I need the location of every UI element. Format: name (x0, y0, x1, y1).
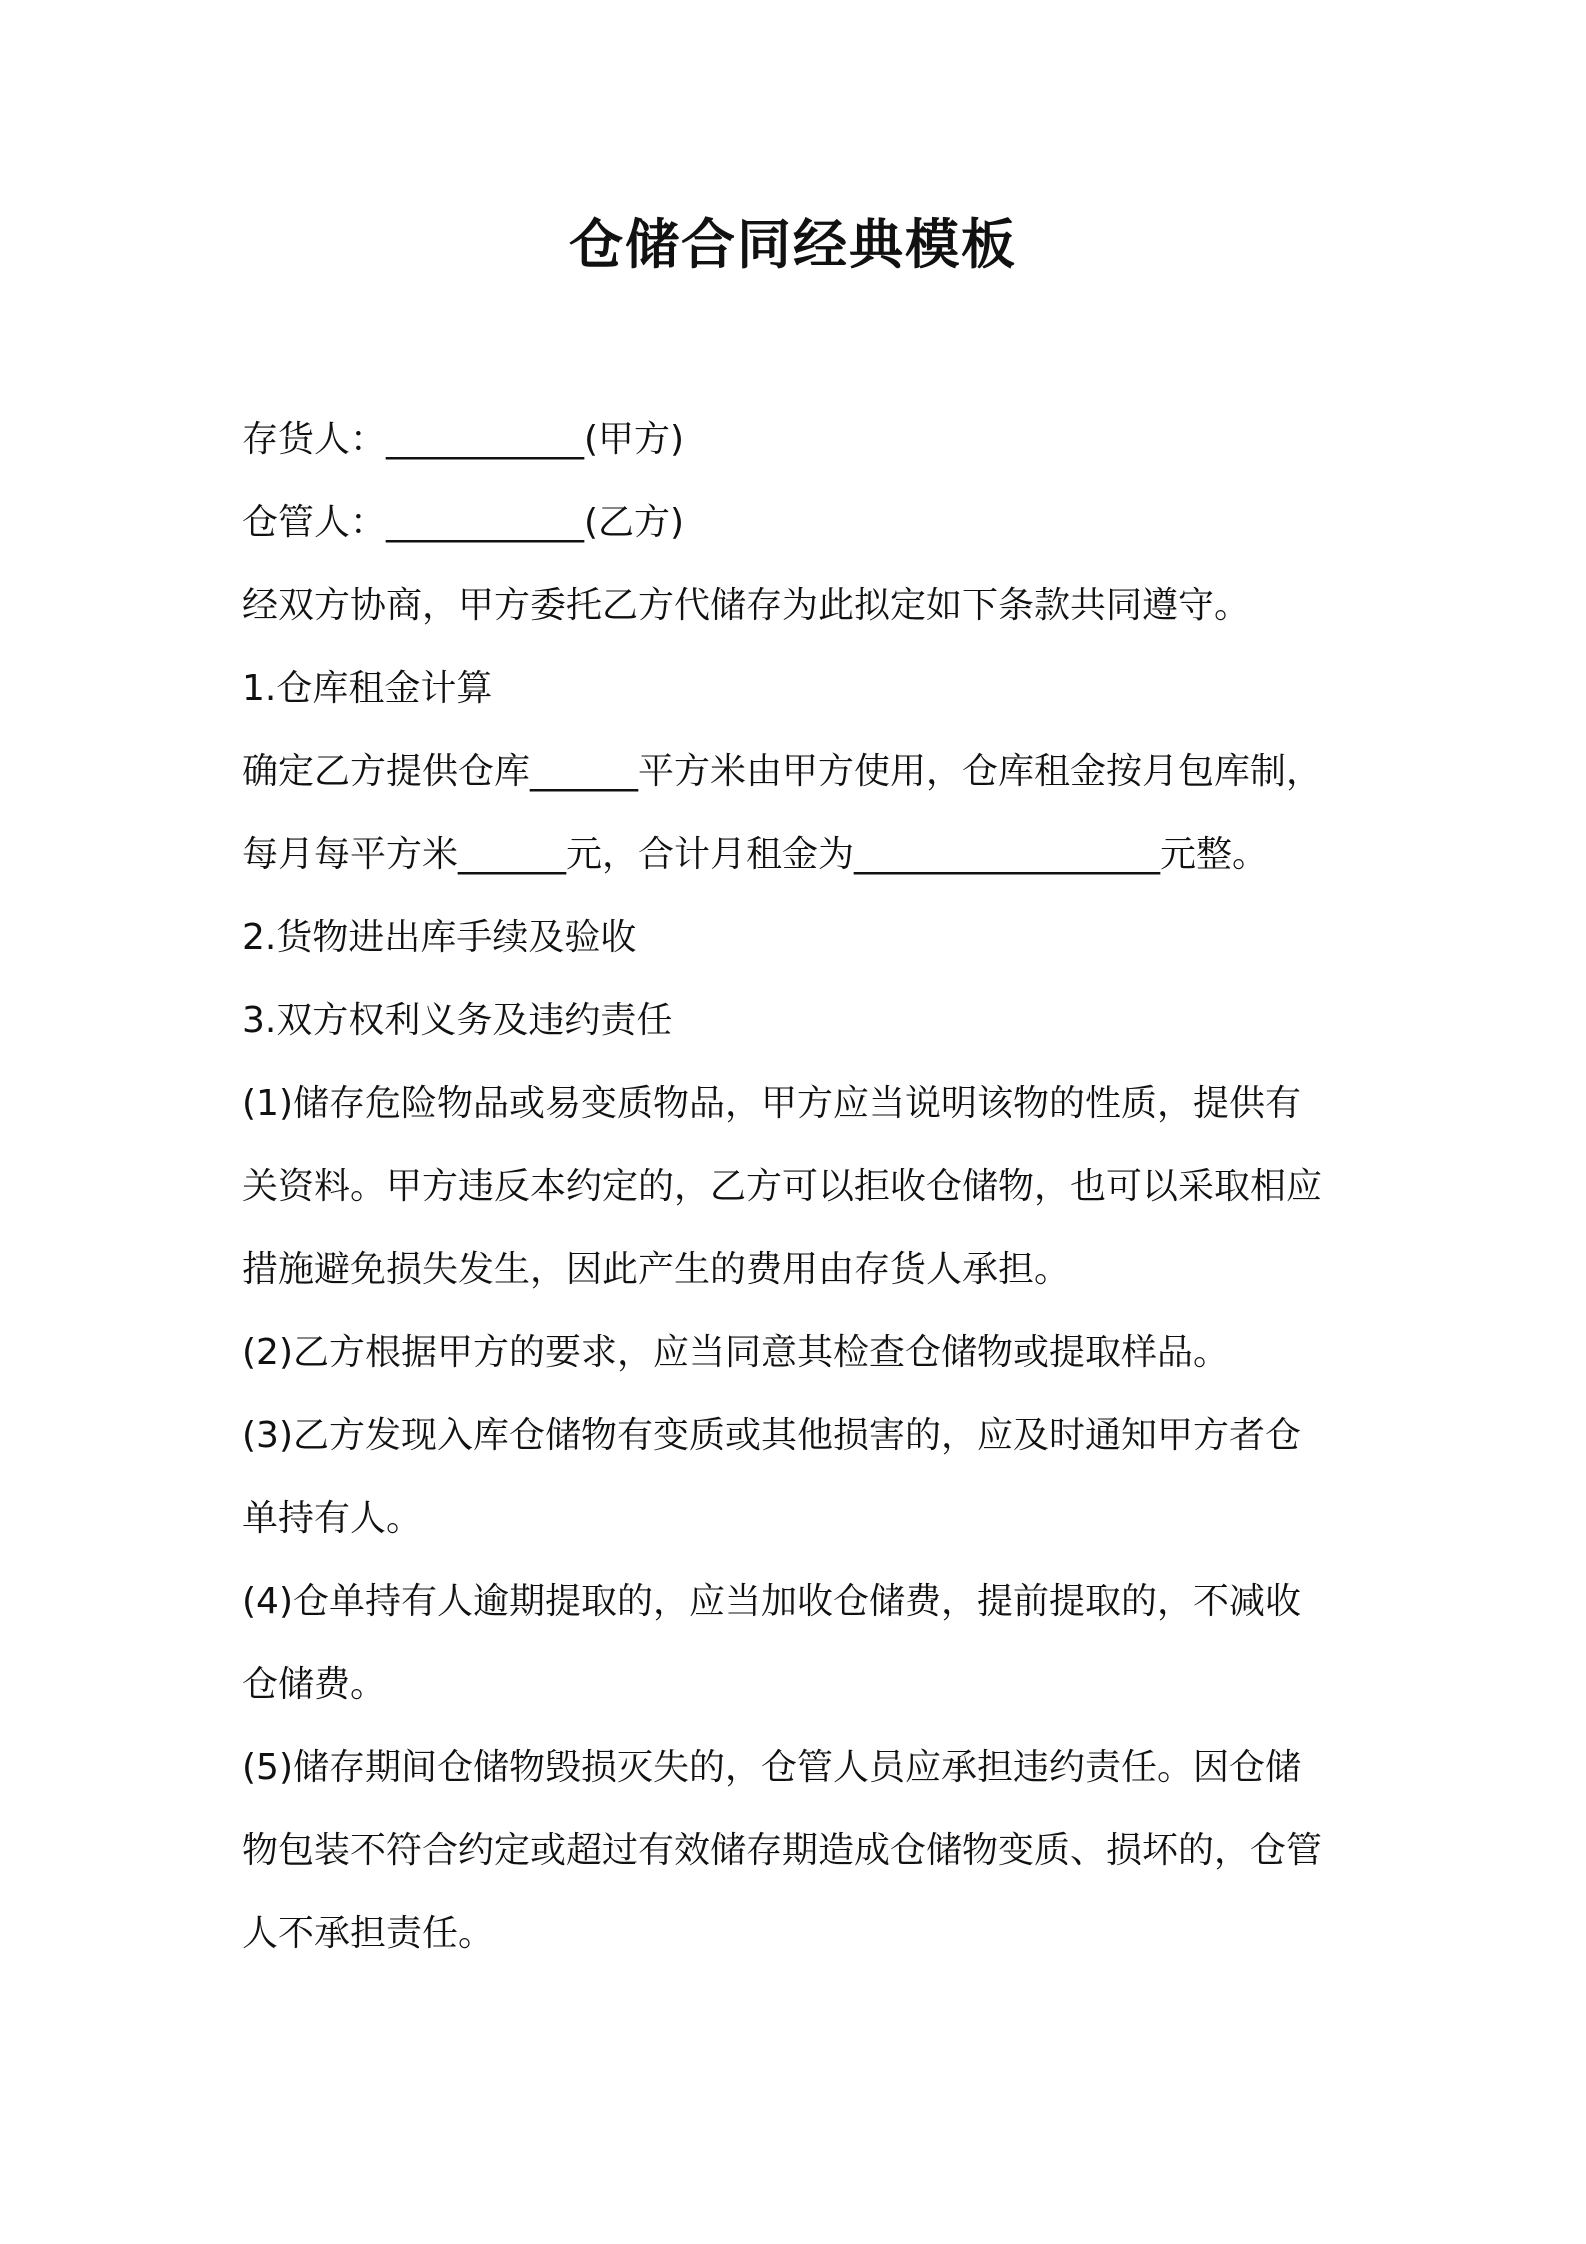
clause-3-line: (3)乙方发现入库仓储物有变质或其他损害的，应及时通知甲方者仓 (242, 1415, 1301, 1456)
clause-5-line: 人不承担责任。 (242, 1913, 495, 1954)
paragraph-line: 确定乙方提供仓库______平方米由甲方使用，仓库租金按月包库制， (242, 751, 1323, 792)
clause-1-line: 措施避免损失发生，因此产生的费用由存货人承担。 (242, 1249, 1071, 1290)
section-2-heading: 2.货物进出库手续及验收 (242, 917, 637, 958)
party-a-line: 存货人：___________(甲方) (242, 419, 685, 460)
document-title: 仓储合同经典模板 (569, 213, 1017, 276)
clause-2-line: (2)乙方根据甲方的要求，应当同意其检查仓储物或提取样品。 (242, 1332, 1229, 1373)
clause-4-line: 仓储费。 (242, 1664, 387, 1705)
clause-1-line: 关资料。甲方违反本约定的，乙方可以拒收仓储物，也可以采取相应 (242, 1166, 1323, 1207)
clause-3-line: 单持有人。 (242, 1498, 423, 1539)
document-body (242, 398, 1362, 1975)
section-3-heading: 3.双方权利义务及违约责任 (242, 1000, 673, 1041)
preamble-line: 经双方协商，甲方委托乙方代储存为此拟定如下条款共同遵守。 (242, 585, 1251, 626)
clause-4-line: (4)仓单持有人逾期提取的，应当加收仓储费，提前提取的，不减收 (242, 1581, 1301, 1622)
clause-1-line: (1)储存危险物品或易变质物品，甲方应当说明该物的性质，提供有 (242, 1083, 1301, 1124)
paragraph-line: 每月每平方米______元，合计月租金为_________________元整。 (242, 834, 1269, 875)
clause-5-line: (5)储存期间仓储物毁损灭失的，仓管人员应承担违约责任。因仓储 (242, 1747, 1301, 1788)
party-b-line: 仓管人：___________(乙方) (242, 502, 685, 543)
section-1-heading: 1.仓库租金计算 (242, 668, 493, 709)
clause-5-line: 物包装不符合约定或超过有效储存期造成仓储物变质、损坏的，仓管 (242, 1830, 1323, 1871)
